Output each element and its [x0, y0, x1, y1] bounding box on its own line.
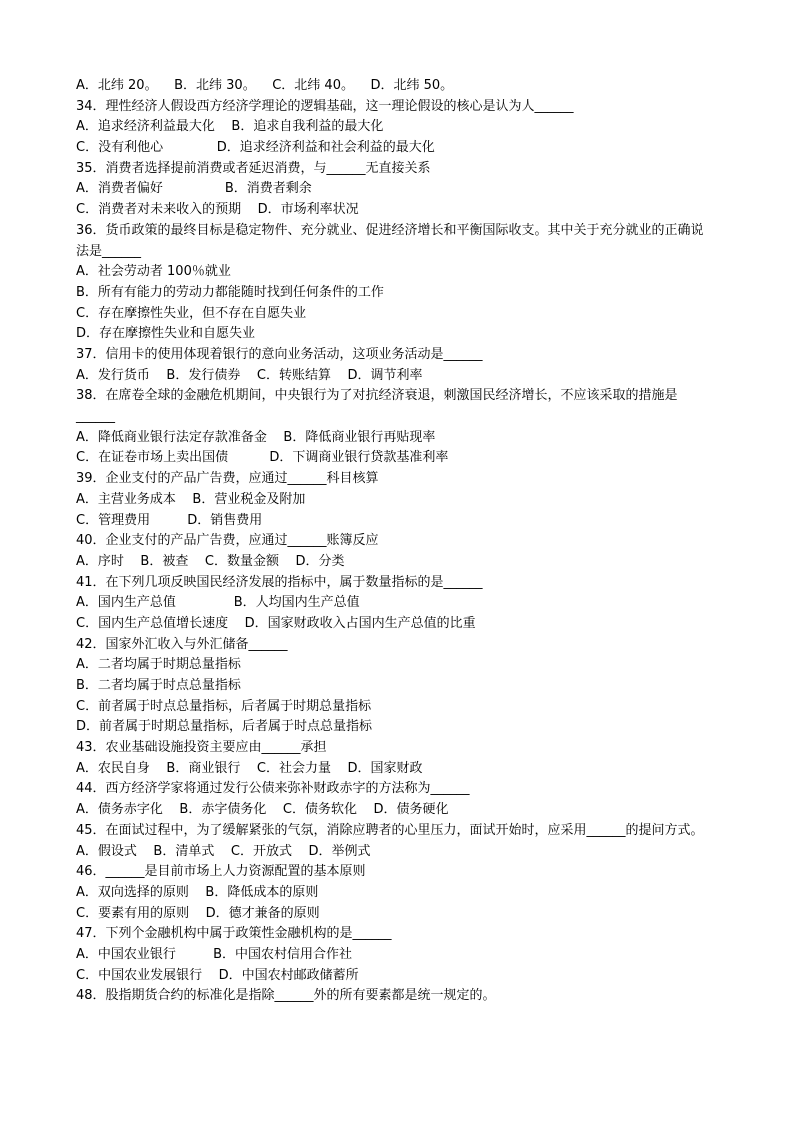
- answer-options-37: A．发行货币 B．发行债券 C．转账结算 D．调节利率: [76, 367, 423, 383]
- answer-options-45: A．假设式 B．清单式 C．开放式 D．举例式: [76, 843, 371, 859]
- answer-options-33: A．北纬 20。 B．北纬 30。 C．北纬 40。 D．北纬 50。: [76, 78, 454, 93]
- question-34: 34．理性经济人假设西方经济学理论的逻辑基础，这一理论假设的核心是认为人______: [76, 98, 574, 114]
- answer-option-42-c: C．前者属于时点总量指标，后者属于时期总量指标: [76, 698, 372, 714]
- question-48: 48．股指期货合约的标准化是指除______外的所有要素都是统一规定的。: [76, 988, 496, 1004]
- answer-options-43: A．农民自身 B．商业银行 C．社会力量 D．国家财政: [76, 760, 423, 776]
- answer-options-41-ab: A．国内生产总值 B．人均国内生产总值: [76, 595, 360, 611]
- question-list: [76, 76, 716, 1007]
- answer-options-35-cd: C．消费者对未来收入的预期 D．市场利率状况: [76, 202, 359, 218]
- question-39: 39．企业支付的产品广告费，应通过______科目核算: [76, 471, 379, 487]
- question-43: 43．农业基础设施投资主要应由______承担: [76, 740, 327, 756]
- answer-options-47-cd: C．中国农业发展银行 D．中国农村邮政储蓄所: [76, 967, 359, 983]
- question-37: 37．信用卡的使用体现着银行的意向业务活动，这项业务活动是______: [76, 346, 483, 362]
- question-40: 40．企业支付的产品广告费，应通过______账簿反应: [76, 533, 379, 549]
- answer-options-46-cd: C．要素有用的原则 D．德才兼备的原则: [76, 905, 320, 921]
- question-42: 42．国家外汇收入与外汇储备______: [76, 636, 288, 652]
- answer-option-42-d: D．前者属于时期总量指标，后者属于时点总量指标: [76, 719, 373, 735]
- answer-options-46-ab: A．双向选择的原则 B．降低成本的原则: [76, 884, 319, 900]
- question-46: 46．______是目前市场上人力资源配置的基本原则: [76, 864, 366, 880]
- question-38: 38．在席卷全球的金融危机期间，中央银行为了对抗经济衰退，刺激国民经济增长，不应该采取的措施是______: [76, 388, 678, 425]
- answer-option-42-b: B．二者均属于时点总量指标: [76, 678, 241, 693]
- question-47: 47．下列个金融机构中属于政策性金融机构的是______: [76, 926, 392, 942]
- answer-option-36-d: D．存在摩擦性失业和自愿失业: [76, 326, 256, 342]
- answer-options-44: A．债务赤字化 B．赤字债务化 C．债务软化 D．债务硬化: [76, 802, 449, 818]
- question-36: 36．货币政策的最终目标是稳定物件、充分就业、促进经济增长和平衡国际收支。其中关于充分就业的正确说法是______: [76, 222, 704, 259]
- question-41: 41．在下列几项反映国民经济发展的指标中，属于数量指标的是______: [76, 574, 483, 590]
- question-35: 35．消费者选择提前消费或者延迟消费，与______无直接关系: [76, 160, 431, 176]
- answer-options-38-cd: C．在证卷市场上卖出国债 D．下调商业银行贷款基准利率: [76, 450, 449, 466]
- answer-option-36-a: A．社会劳动者 100％就业: [76, 264, 231, 280]
- answer-options-39-cd: C．管理费用 D．销售费用: [76, 512, 263, 528]
- answer-options-34-cd: C．没有利他心 D．追求经济利益和社会利益的最大化: [76, 140, 435, 156]
- answer-options-47-ab: A．中国农业银行 B．中国农村信用合作社: [76, 946, 353, 962]
- answer-options-34-ab: A．追求经济利益最大化 B．追求自我利益的最大化: [76, 119, 384, 135]
- answer-options-41-cd: C．国内生产总值增长速度 D．国家财政收入占国内生产总值的比重: [76, 615, 476, 631]
- answer-option-42-a: A．二者均属于时期总量指标: [76, 657, 241, 673]
- answer-options-39-ab: A．主营业务成本 B．营业税金及附加: [76, 491, 306, 507]
- answer-options-40: A．序时 B．被查 C．数量金额 D．分类: [76, 553, 345, 569]
- question-45: 45．在面试过程中，为了缓解紧张的气氛，消除应聘者的心里压力，面试开始时，应采用______的提问方式。: [76, 822, 704, 838]
- answer-options-38-ab: A．降低商业银行法定存款准备金 B．降低商业银行再贴现率: [76, 429, 436, 445]
- answer-options-35-ab: A．消费者偏好 B．消费者剩余: [76, 181, 312, 197]
- answer-option-36-b: B．所有有能力的劳动力都能随时找到任何条件的工作: [76, 284, 384, 300]
- question-44: 44．西方经济学家将通过发行公债来弥补财政赤字的方法称为______: [76, 781, 470, 797]
- answer-option-36-c: C．存在摩擦性失业，但不存在自愿失业: [76, 305, 307, 321]
